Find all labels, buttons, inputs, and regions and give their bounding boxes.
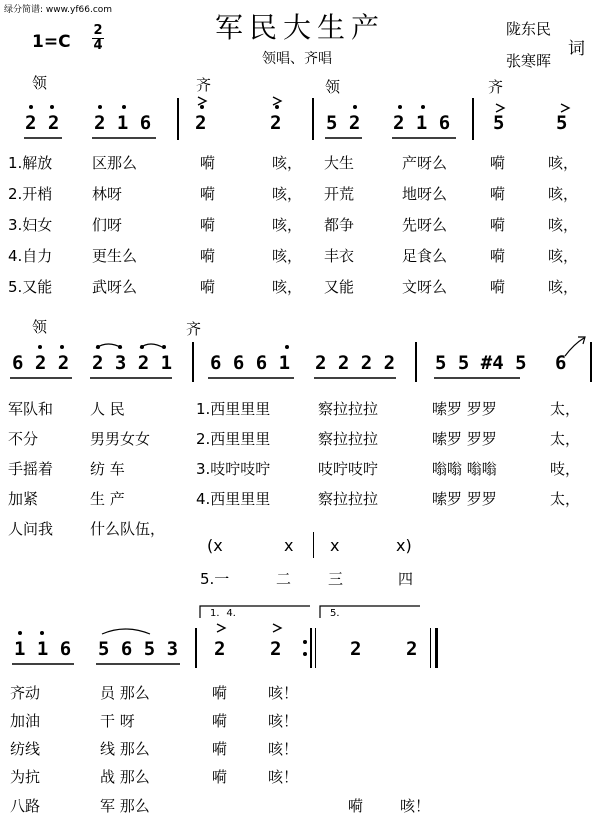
note: 2 (406, 638, 418, 660)
lyric: 咳！ (400, 797, 431, 815)
note-group: 6 2 2 (12, 352, 70, 374)
lyric: 嗬 (490, 185, 506, 203)
underlines (10, 138, 520, 664)
lyric-suffix: 词 (568, 39, 585, 59)
lyric: 员 那么 (100, 684, 150, 702)
lyric: 嗬 (490, 278, 506, 296)
meter-top: 2 (93, 23, 103, 38)
lyric: 战 那么 (100, 768, 150, 786)
lyric: 吱， (550, 460, 581, 478)
lyric: 太， (550, 490, 581, 508)
lyric: 军 那么 (100, 797, 150, 815)
note-group: 2 2 2 2 (315, 352, 396, 374)
note: 5 (556, 112, 568, 134)
lyric: 5.又能 (8, 278, 53, 296)
lyric: 人问我 (8, 520, 54, 538)
clap-mark: x) (396, 536, 412, 555)
lyric: 咳， (548, 216, 579, 234)
lyric: 嗬 (200, 216, 216, 234)
lyric: 不分 (8, 430, 39, 448)
lyric: 嗬 (212, 684, 228, 702)
lyric: 加紧 (8, 490, 39, 508)
lyric: 3.吱咛吱咛 (196, 460, 271, 478)
lyric: 们呀 (92, 216, 123, 234)
note-group: 5 2 (326, 112, 361, 134)
lead-label: 领 (32, 74, 48, 92)
lyric: 线 那么 (100, 740, 150, 758)
lyric: 军队和 (8, 400, 54, 418)
lyric: 区那么 (92, 154, 138, 172)
note: 6 (555, 352, 567, 374)
lyric: 为抗 (10, 768, 41, 786)
lyric: 嗬 (200, 247, 216, 265)
accent-marks (198, 97, 569, 632)
lyric: 1.西里里里 (196, 400, 271, 418)
lyric: 纺 车 (90, 460, 125, 478)
lyric: 嗬 (200, 185, 216, 203)
clap-mark: (x (207, 536, 223, 555)
key-signature: 1=C (32, 32, 71, 52)
lyric: 太， (550, 400, 581, 418)
chorus-label: 齐 (196, 76, 212, 94)
lyric: 生 产 (90, 490, 125, 508)
lyric: 咳！ (268, 684, 299, 702)
song-title: 军民大生产 (214, 11, 385, 44)
lyric: 3.妇女 (8, 216, 53, 234)
lyric: 更生么 (92, 247, 138, 265)
lyric: 4.西里里里 (196, 490, 271, 508)
note-group: 5 6 5 3 (98, 638, 179, 660)
lyric: 咳， (548, 154, 579, 172)
composer: 张寒晖 (506, 52, 552, 70)
volta-brackets (200, 606, 420, 618)
clap-mark: x (330, 536, 340, 555)
lyric: 男男女女 (90, 430, 151, 448)
note: 2 (195, 112, 207, 134)
clap-mark: x (284, 536, 294, 555)
lyric: 加油 (10, 712, 41, 730)
watermark: 绿分简谱: www.yf66.com (4, 5, 113, 15)
lyric: 又能 (324, 278, 355, 296)
lyric: 咳， (548, 185, 579, 203)
lead-label: 领 (32, 318, 48, 336)
note: 5 (493, 112, 505, 134)
lyric: 4.自力 (8, 247, 53, 265)
volta-first: 1．4． (210, 608, 243, 619)
lyric: 嗦罗 罗罗 (432, 490, 497, 508)
lyricist: 陇东民 (506, 20, 552, 38)
count-label: 二 (276, 570, 292, 588)
lyric: 察拉拉拉 (318, 400, 379, 418)
note-group: 5 5 #4 5 (435, 352, 527, 374)
lyric: 八路 (10, 797, 41, 815)
lyric: 咳， (272, 185, 303, 203)
lyric: 察拉拉拉 (318, 490, 379, 508)
lyric: 先呀么 (402, 216, 448, 234)
lyric: 产呀么 (402, 154, 448, 172)
lyric: 2.开梢 (8, 185, 53, 203)
lyric: 都争 (324, 216, 355, 234)
lyric: 武呀么 (92, 278, 138, 296)
lyric: 嗬 (212, 712, 228, 730)
note-group: 1 1 6 (14, 638, 72, 660)
lyric: 嗬 (200, 278, 216, 296)
lyric: 嗬 (200, 154, 216, 172)
lyric: 大生 (324, 154, 355, 172)
meter-bottom: 4 (93, 38, 103, 53)
lyric: 咳！ (268, 712, 299, 730)
lyric: 咳， (272, 247, 303, 265)
lyric: 嗬 (212, 740, 228, 758)
lyric: 林呀 (92, 185, 123, 203)
count-label: 四 (398, 570, 414, 588)
lyric: 嗬 (490, 154, 506, 172)
lyric: 文呀么 (402, 278, 448, 296)
lyric: 地呀么 (402, 185, 448, 203)
repeat-dots (303, 640, 307, 656)
note-group: 2 3 2 1 (92, 352, 173, 374)
lyric: 嗬 (490, 216, 506, 234)
note-group: 2 2 (25, 112, 60, 134)
lyric: 嗦罗 罗罗 (432, 430, 497, 448)
note: 2 (214, 638, 226, 660)
lyric: 2.西里里里 (196, 430, 271, 448)
lyric: 咳， (548, 247, 579, 265)
lyric: 嗬 (348, 797, 364, 815)
song-subtitle: 领唱、齐唱 (262, 51, 332, 67)
chorus-label: 齐 (186, 320, 202, 338)
note: 2 (270, 638, 282, 660)
note: 2 (270, 112, 282, 134)
slurs (96, 337, 585, 634)
note: 2 (350, 638, 362, 660)
lyric: 齐动 (10, 684, 41, 702)
lyric: 咳， (548, 278, 579, 296)
lyric: 太， (550, 430, 581, 448)
note-group: 2 1 6 (393, 112, 451, 134)
lead-label: 领 (325, 78, 341, 96)
lyric: 丰衣 (324, 247, 355, 265)
lyric: 嗦罗 罗罗 (432, 400, 497, 418)
lyric: 咳， (272, 278, 303, 296)
note-group: 6 6 6 1 (210, 352, 291, 374)
lyric: 手摇着 (8, 460, 54, 478)
lyric: 足食么 (402, 247, 448, 265)
volta-second: 5． (330, 608, 347, 619)
lyric: 吱咛吱咛 (318, 460, 379, 478)
chorus-label: 齐 (488, 78, 504, 96)
count-label: 三 (328, 570, 344, 588)
lyric: 什么队伍， (90, 520, 166, 538)
lyric: 咳！ (268, 768, 299, 786)
lyric: 嗬 (490, 247, 506, 265)
lyric: 人 民 (90, 400, 125, 418)
octave-dots (18, 105, 425, 635)
lyric: 纺线 (10, 740, 41, 758)
lyric: 咳， (272, 216, 303, 234)
lyric: 咳， (272, 154, 303, 172)
count-label: 5.一 (200, 570, 230, 588)
lyric: 察拉拉拉 (318, 430, 379, 448)
lyric: 干 呀 (100, 712, 135, 730)
lyric: 嗡嗡 嗡嗡 (432, 460, 497, 478)
lyric: 开荒 (324, 185, 355, 203)
note-group: 2 1 6 (94, 112, 152, 134)
lyric: 1.解放 (8, 154, 53, 172)
lyric: 咳！ (268, 740, 299, 758)
lyric: 嗬 (212, 768, 228, 786)
